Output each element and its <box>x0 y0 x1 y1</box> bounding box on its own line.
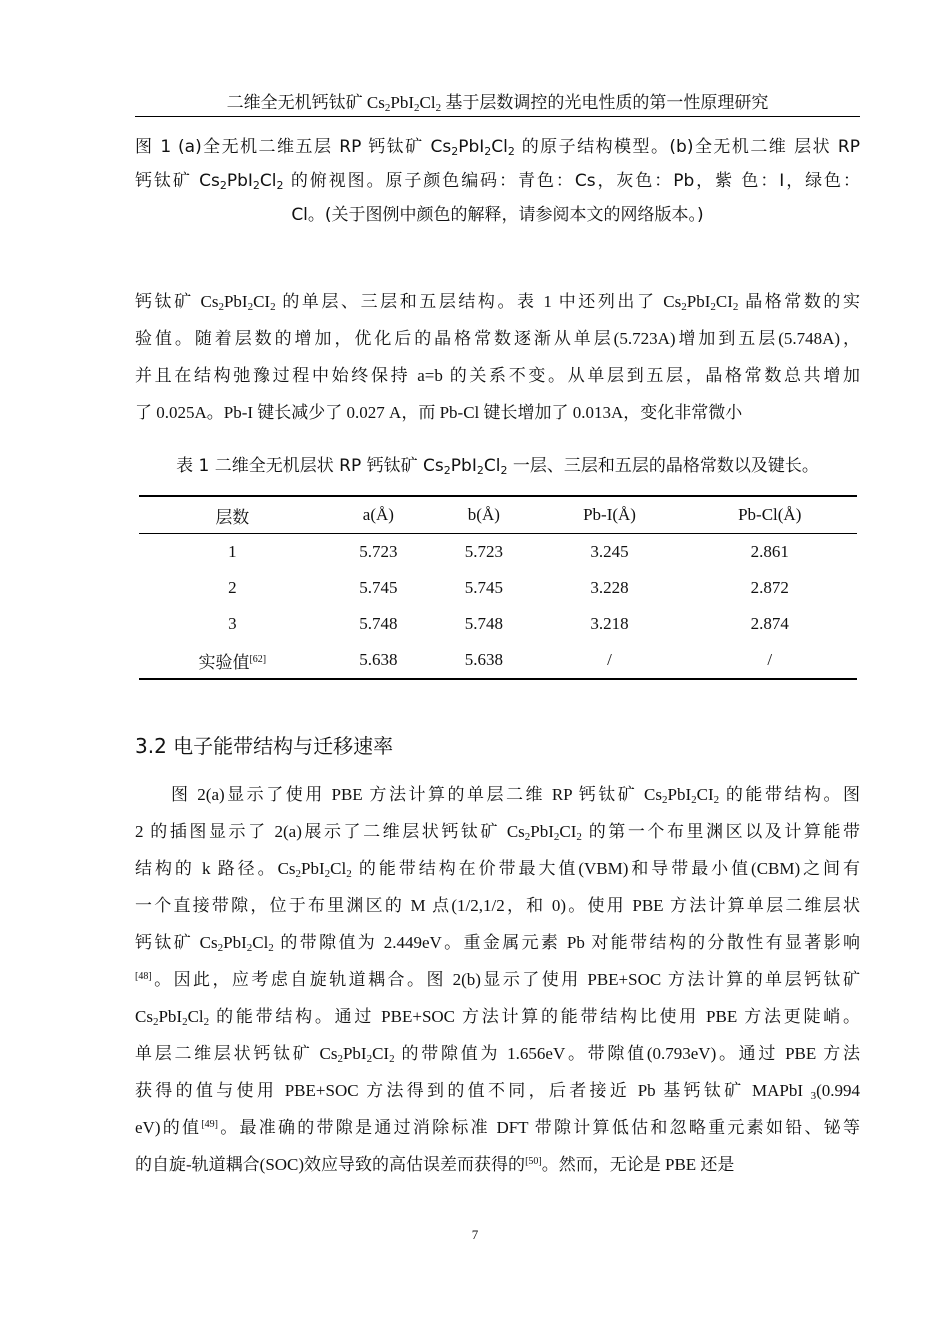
paragraph-line: eV)的值[49]。最准确的带隙是通过消除标准 DFT 带隙计算低估和忽略重元素如铅、铋等 <box>135 1118 860 1137</box>
paragraph-lattice <box>135 283 860 431</box>
table-cell: 5.638 <box>464 650 503 669</box>
paragraph-line: 了 0.025A。Pb-I 键长减少了 0.027 A，而 Pb-Cl 键长增加了 0.013A，变化非常微小 <box>135 403 743 422</box>
table-cell: 5.748 <box>359 614 398 633</box>
table-row <box>139 642 857 679</box>
table-header-cell: b(Å) <box>467 505 500 524</box>
table-row <box>139 534 857 571</box>
table-header-cell: 层数 <box>215 507 250 527</box>
paragraph-line: 钙钛矿 $Cs_2PbI_2Cl_2$ 的带隙值为 2.449eV。重金属元素 Pb 对能带结构的分散性有显著影响 <box>135 933 860 954</box>
paragraph-band-structure <box>135 776 860 1183</box>
table-header-cell: Pb-Cl(Å) <box>738 505 802 524</box>
paragraph-line: $Cs_2PbI_2Cl_2$ 的能带结构。通过 PBE+SOC 方法计算的能带结构比使用 PBE 方法更陡峭。 <box>135 1007 860 1028</box>
paragraph-line: 验值。随着层数的增加，优化后的晶格常数逐渐从单层(5.723A)增加到五层(5.748A)， <box>135 329 860 348</box>
table-header-cell: a(Å) <box>362 505 394 524</box>
paragraph-line: 的自旋-轨道耦合(SOC)效应导致的高估误差而获得的[50]。然而，无论是 PBE 还是 <box>135 1155 735 1174</box>
figure-caption-line: Cl。(关于图例中颜色的解释，请参阅本文的网络版本。) <box>291 205 704 225</box>
table-cell: 3.245 <box>590 542 629 561</box>
table-cell: / <box>607 650 612 669</box>
table-cell: 2.872 <box>750 578 789 597</box>
paragraph-line: 一个直接带隙，位于布里渊区的 M 点(1/2,1/2，和 0)。使用 PBE 方法计算单层二维层状 <box>135 896 860 915</box>
paragraph-line: 获得的值与使用 PBE+SOC 方法得到的值不同，后者接近 Pb 基钙钛矿 MAPbI $_3$(0.994 <box>135 1081 860 1102</box>
table-caption: 表 1 二维全无机层状 RP 钙钛矿 $Cs_2PbI_2Cl_2$ 一层、三层和五层的晶格常数以及键长。 <box>176 456 819 477</box>
table-cell: 2.861 <box>750 542 789 561</box>
figure-caption-line: 钙钛矿 $Cs_2PbI_2Cl_2$ 的俯视图。原子颜色编码：青色：Cs，灰色：Pb，紫 色：I，绿色： <box>135 171 860 192</box>
table-cell: 3.228 <box>590 578 629 597</box>
table-row <box>139 570 857 606</box>
table-cell: 3.218 <box>590 614 629 633</box>
paragraph-line: 2 的插图显示了 2(a)展示了二维层状钙钛矿 $Cs_2PbI_2CI_2$ 的第一个布里渊区以及计算能带 <box>135 822 860 843</box>
table-cell: 5.745 <box>464 578 503 597</box>
running-header: 二维全无机钙钛矿 $Cs_2PbI_2Cl_2$ 基于层数调控的光电性质的第一性原理研究 <box>226 93 769 114</box>
table-cell: 5.723 <box>359 542 398 561</box>
paragraph-line: 单层二维层状钙钛矿 $Cs_2PbI_2CI_2$ 的带隙值为 1.656eV。带隙值(0.793eV)。通过 PBE 方法 <box>135 1044 860 1065</box>
table-cell: 1 <box>228 542 237 561</box>
figure-caption-line: 图 1 (a)全无机二维五层 RP 钙钛矿 $Cs_2PbI_2Cl_2$ 的原子结构模型。(b)全无机二维 层状 RP <box>135 137 860 158</box>
table-cell: 2 <box>228 578 237 597</box>
table-cell: 2.874 <box>750 614 789 633</box>
table-cell: 实验值[62] <box>198 652 267 672</box>
paragraph-line: [48]。因此，应考虑自旋轨道耦合。图 2(b)显示了使用 PBE+SOC 方法计算的单层钙钛矿 <box>135 970 860 989</box>
figure-caption <box>135 130 860 232</box>
table-header-row <box>139 496 857 534</box>
lattice-constant-table <box>139 495 857 680</box>
table-cell: 5.745 <box>359 578 398 597</box>
table-row <box>139 606 857 642</box>
section-heading: 3.2 电子能带结构与迁移速率 <box>135 734 394 758</box>
page-number: 7 <box>471 1227 479 1242</box>
table-cell: 3 <box>228 614 237 633</box>
paragraph-line: 结构的 k 路径。$Cs_2PbI_2Cl_2$ 的能带结构在价带最大值(VBM)和导带最小值(CBM)之间有 <box>135 859 860 880</box>
table-header-cell: Pb-I(Å) <box>583 505 636 524</box>
table-cell: 5.723 <box>464 542 503 561</box>
table-cell: / <box>767 650 773 669</box>
table-cell: 5.748 <box>464 614 503 633</box>
paragraph-line: 并且在结构弛豫过程中始终保持 a=b 的关系不变。从单层到五层，晶格常数总共增加 <box>135 366 860 385</box>
header-rule <box>135 116 860 117</box>
table-cell: 5.638 <box>359 650 398 669</box>
paragraph-line: 钙钛矿 $Cs_2PbI_2CI_2$ 的单层、三层和五层结构。表 1 中还列出了 $Cs_2PbI_2CI_2$ 晶格常数的实 <box>135 292 860 313</box>
paragraph-line: 图 2(a)显示了使用 PBE 方法计算的单层二维 RP 钙钛矿 $Cs_2PbI_2CI_2$ 的能带结构。图 <box>171 785 861 806</box>
